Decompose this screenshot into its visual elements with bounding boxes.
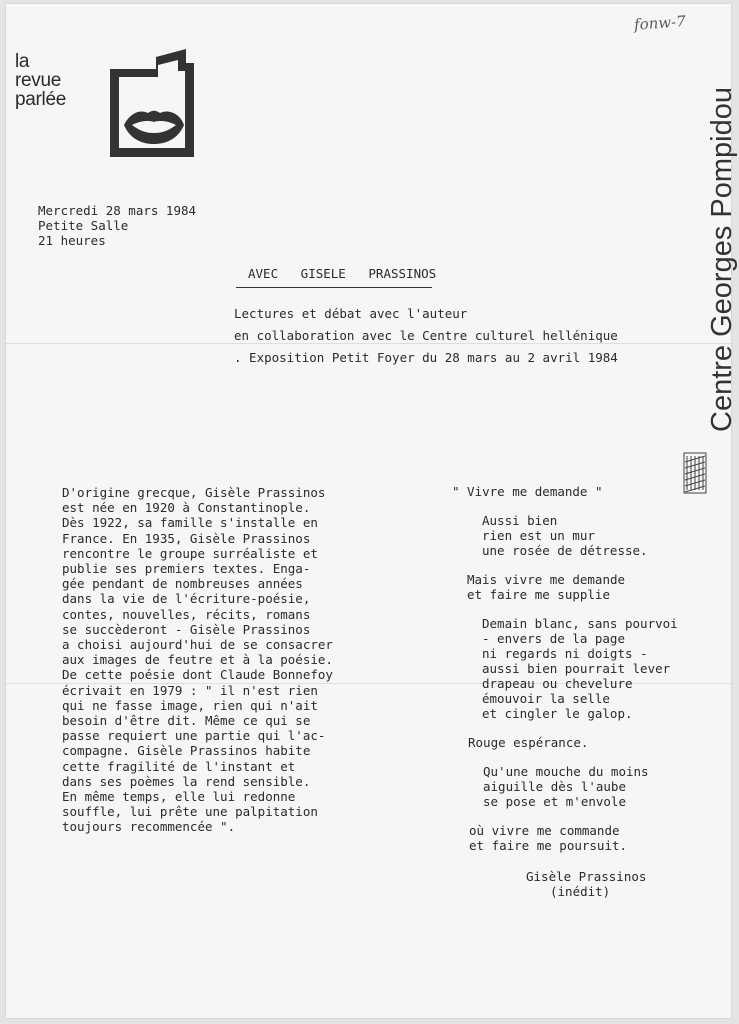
poem-line: une rosée de détresse.: [482, 543, 648, 558]
revue-parlee-logo-text: [15, 52, 66, 109]
bio-line: compagne. Gisèle Prassinos habite: [62, 743, 311, 759]
poem-note: (inédit): [550, 884, 611, 899]
bio-line: publie ses premiers textes. Enga-: [62, 561, 311, 577]
bio-line: qui ne fasse image, rien qui n'ait: [62, 697, 318, 713]
pompidou-emblem-icon: [683, 452, 707, 494]
event-room: Petite Salle: [38, 218, 129, 233]
bio-line: France. En 1935, Gisèle Prassinos: [62, 530, 311, 546]
poem-line: où vivre me commande: [469, 823, 620, 838]
bio-line: contes, nouvelles, récits, romans: [62, 606, 311, 622]
poem-line: se pose et m'envole: [483, 794, 626, 809]
bio-line: se succèderont - Gisèle Prassinos: [62, 621, 311, 637]
poem-line: drapeau ou chevelure: [482, 676, 633, 691]
bio-line: est née en 1920 à Constantinople.: [62, 500, 311, 516]
poem: [440, 484, 678, 899]
bio-line: Dès 1922, sa famille s'installe en: [62, 515, 318, 531]
handwritten-note: fonw-7: [633, 12, 687, 34]
info-line: Lectures et débat avec l'auteur: [234, 306, 468, 321]
bio-line: cette fragilité de l'instant et: [62, 758, 296, 774]
poem-author: Gisèle Prassinos: [526, 869, 647, 884]
bio-line: rencontre le groupe surréaliste et: [62, 545, 318, 561]
poem-line: et faire me supplie: [467, 587, 610, 602]
logo-line: revue: [15, 70, 62, 91]
bio-line: a choisi aujourd'hui de se consacrer: [62, 637, 333, 653]
poem-line: émouvoir la selle: [482, 691, 610, 706]
poem-line: aussi bien pourrait lever: [482, 661, 671, 676]
poem-title: " Vivre me demande ": [452, 484, 603, 499]
bio-line: aux images de feutre et à la poésie.: [62, 652, 333, 668]
poem-line: Aussi bien: [482, 513, 558, 528]
bio-line: dans la vie de l'écriture-poésie,: [62, 591, 311, 607]
info-line: en collaboration avec le Centre culturel hellénique: [234, 328, 618, 343]
bio-line: écrivait en 1979 : " il n'est rien: [62, 682, 318, 698]
poem-line: Mais vivre me demande: [467, 572, 626, 587]
bio-line: toujours recommencée ".: [62, 819, 236, 835]
biography-paragraph: [62, 485, 333, 835]
logo-line: la: [15, 51, 30, 72]
bio-line: dans ses poèmes la rend sensible.: [62, 773, 311, 789]
poem-line: Rouge espérance.: [468, 735, 589, 750]
poem-line: et cingler le galop.: [482, 706, 633, 721]
event-details: [38, 203, 196, 248]
event-date: Mercredi 28 mars 1984: [38, 203, 197, 218]
bio-line: De cette poésie dont Claude Bonnefoy: [62, 667, 333, 683]
book-lips-icon: [108, 47, 196, 159]
poem-line: ni regards ni doigts -: [482, 646, 648, 661]
bio-line: souffle, lui prête une palpitation: [62, 804, 318, 820]
bio-line: besoin d'être dit. Même ce qui se: [62, 713, 311, 729]
poem-line: Qu'une mouche du moins: [483, 764, 649, 779]
poem-line: Demain blanc, sans pourvoi: [482, 616, 678, 631]
logo-line: parlée: [15, 89, 67, 110]
bio-line: D'origine grecque, Gisèle Prassinos: [62, 485, 326, 500]
poem-line: aiguille dès l'aube: [483, 779, 626, 794]
heading-underline: [236, 287, 432, 288]
event-info: [234, 303, 618, 369]
bio-line: gée pendant de nombreuses années: [62, 576, 303, 592]
poem-line: rien est un mur: [482, 528, 595, 543]
poem-line: - envers de la page: [482, 631, 625, 646]
event-time: 21 heures: [38, 233, 106, 248]
bio-line: En même temps, elle lui redonne: [62, 789, 296, 805]
institution-name: Centre Georges Pompidou: [706, 87, 738, 432]
info-line: . Exposition Petit Foyer du 28 mars au 2 avril 1984: [234, 350, 618, 365]
event-heading: AVEC GISELE PRASSINOS: [248, 266, 437, 281]
poem-line: et faire me poursuit.: [469, 838, 628, 853]
bio-line: passe requiert une partie qui l'ac-: [62, 728, 326, 744]
